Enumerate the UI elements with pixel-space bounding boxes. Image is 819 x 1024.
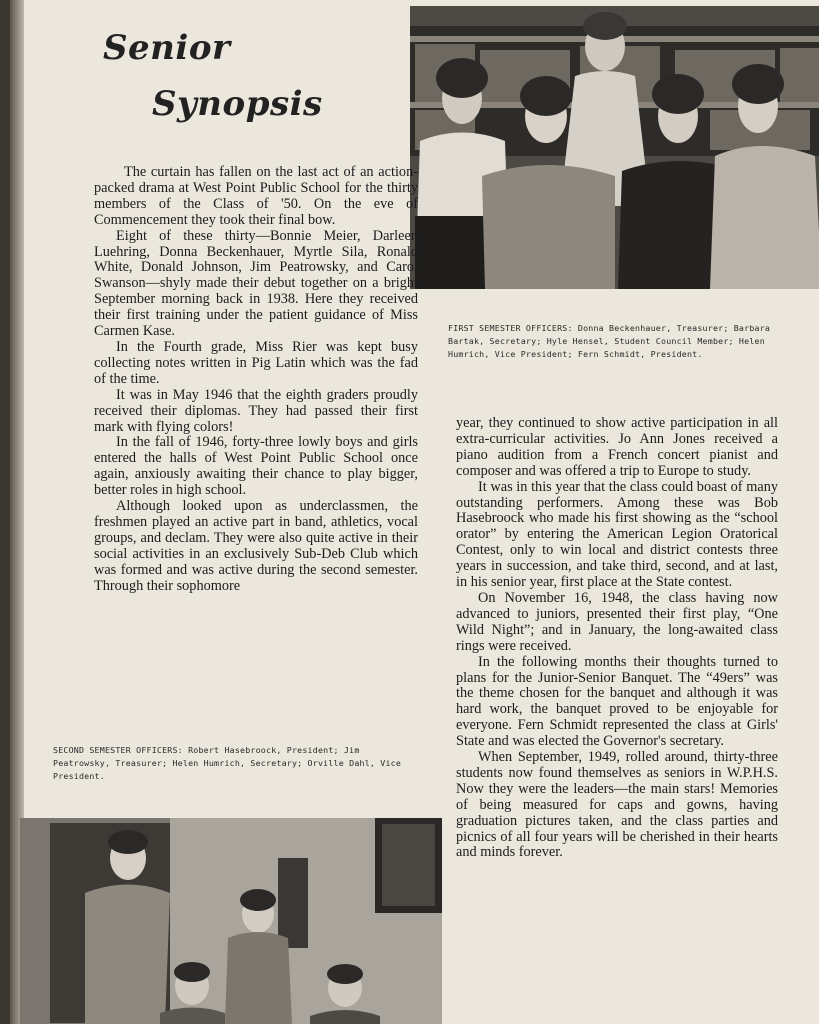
group-photo-icon bbox=[20, 818, 442, 1024]
paragraph: It was in May 1946 that the eighth graders proudly received their diplomas. They had passed their first mark with flying colors! bbox=[94, 386, 418, 435]
left-text-column bbox=[94, 165, 418, 594]
paragraph: The curtain has fallen on the last act of an action-packed drama at West Point Public School for the thirty members of the Class of '50. On the eve of Commencement they took their final bow. bbox=[94, 164, 418, 228]
first-semester-caption: FIRST SEMESTER OFFICERS: Donna Beckenhauer, Treasurer; Barbara Bartak, Secretary; Hyle Hensel, Student Council Member; Helen Humrich, Vice President; Fern Schmidt, President. bbox=[448, 323, 771, 359]
page-title-line2: Synopsis bbox=[152, 84, 323, 124]
paragraph: In the following months their thoughts turned to plans for the Junior-Senior Banquet. The “49ers” was the theme chosen for the banquet and although it was hard work, the banquet proved to be enjoyable for everyone. Fern Schmidt represented the class at Girls' State and was elected the Governor's secretary. bbox=[456, 653, 778, 750]
paragraph: On November 16, 1948, the class having now advanced to juniors, presented their first play, “One Wild Night”; and in January, the long-awaited class rings were received. bbox=[456, 589, 778, 654]
group-photo-icon bbox=[410, 6, 819, 289]
paragraph: In the fall of 1946, forty-three lowly boys and girls entered the halls of West Point Public School once again, anxiously awaiting their chance to play bigger, better roles in high school. bbox=[94, 434, 418, 499]
right-text-column bbox=[456, 416, 778, 861]
page-title-line1: Senior bbox=[103, 28, 231, 68]
second-semester-officers-photo bbox=[20, 818, 442, 1024]
paragraph: It was in this year that the class could boast of many outstanding performers. Among these was Bob Hasebroock who made his first showing as the “school orator” by entering the American Legion Oratorical Contest, only to win local and district contests three years in succession, and take third, second, and at last, in his senior year, first place at the State contest. bbox=[456, 478, 778, 591]
second-semester-caption: SECOND SEMESTER OFFICERS: Robert Hasebroock, President; Jim Peatrowsky, Treasurer; Helen Humrich, Secretary; Orville Dahl, Vice President. bbox=[53, 745, 402, 781]
paragraph: When September, 1949, rolled around, thirty-three students now found themselves as seniors in W.P.H.S. Now they were the leaders—the main stars! Memories of being measured for caps and gowns, having graduation pictures taken, and the class parties and picnics of all four years will be cherished in their hearts and minds forever. bbox=[456, 749, 778, 861]
paragraph: Eight of these thirty—Bonnie Meier, Darleen Luehring, Donna Beckenhauer, Myrtle Sila, Ronald White, Donald Johnson, Jim Peatrowsky, and Carol Swanson—shyly made their debut together on a bright September morning back in 1938. Here they received their first training under the patient guidance of Miss Carmen Kase. bbox=[94, 227, 418, 340]
paragraph: year, they continued to show active participation in all extra-curricular activities. Jo Ann Jones received a piano audition from a French concert pianist and composer and was offered a trip to Europe to study. bbox=[456, 415, 778, 479]
yearbook-page bbox=[10, 0, 819, 1024]
first-semester-officers-photo bbox=[410, 6, 819, 289]
paragraph: In the Fourth grade, Miss Rier was kept busy collecting notes written in Pig Latin which was the fad of the time. bbox=[94, 338, 418, 387]
paragraph: Although looked upon as underclassmen, the freshmen played an active part in band, athletics, vocal groups, and declam. They were also quite active in their social activities in an exclusively Sub-Deb Club which was formed and was active during the second semester. Through their sophomore bbox=[94, 498, 418, 594]
